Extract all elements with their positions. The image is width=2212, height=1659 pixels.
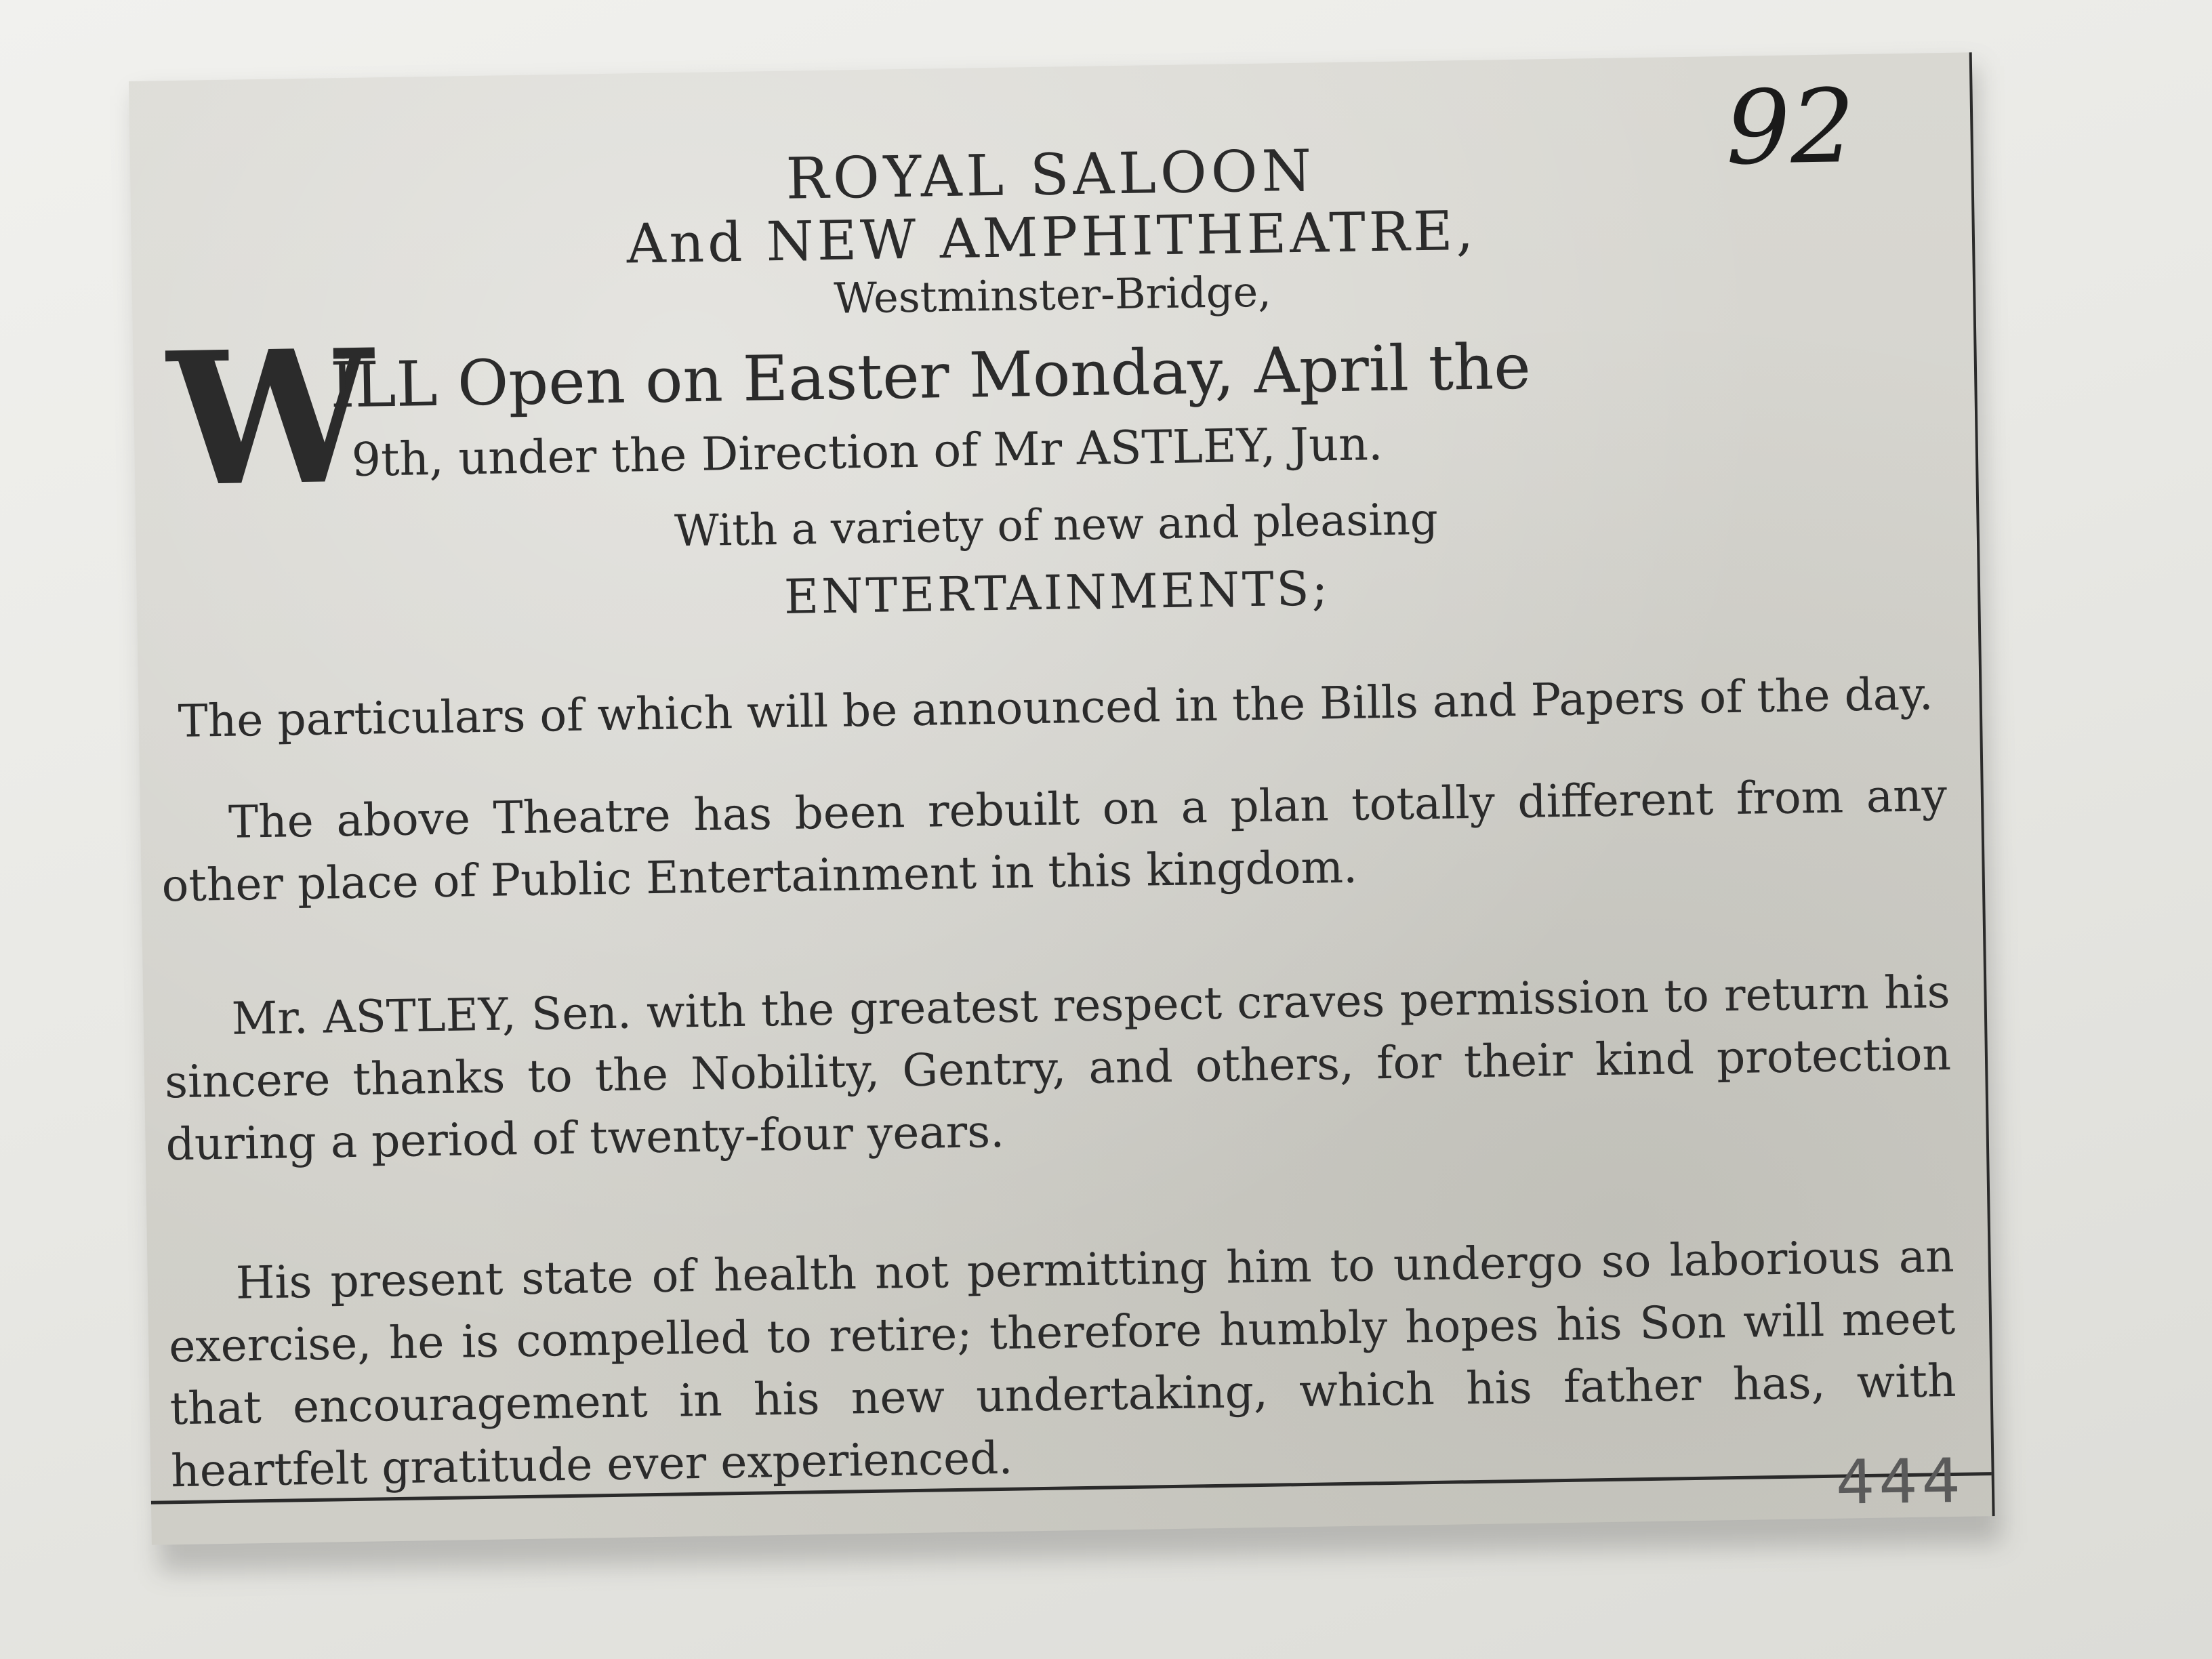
venue-location: Westminster-Bridge, <box>833 266 1272 323</box>
catalogue-stamp-number: 444 <box>1835 1445 1965 1519</box>
drop-cap: W <box>166 308 375 528</box>
handwritten-folio-number: 92 <box>1725 68 1856 188</box>
variety-line: With a variety of new and pleasing <box>674 494 1439 557</box>
opening-line-2: 9th, under the Direction of Mr ASTLEY, Jun. <box>351 417 1383 487</box>
venue-subtitle: And NEW AMPHITHEATRE, <box>626 199 1477 276</box>
particulars-line: The particulars of which will be announced in the Bills and Papers of the day. <box>178 668 1934 747</box>
newspaper-clipping <box>129 52 1995 1544</box>
paragraph-retirement: His present state of health not permitting him to undergo so laborious an exercise, he is compelled to retire; therefore humbly hopes his Son will meet that encouragement in his new undertaking, which his father has, with heartfelt gratitude ever experienced. <box>168 1229 1957 1498</box>
opening-line-1: ILL Open on Easter Monday, April the <box>329 330 1532 422</box>
paragraph-theatre-rebuilt: The above Theatre has been rebuilt on a plan totally different from any other place of Public Entertainment in this kingdom. <box>161 769 1948 912</box>
venue-title: ROYAL SALOON <box>785 137 1316 212</box>
paragraph-thanks: Mr. ASTLEY, Sen. with the greatest respect craves permission to return his sincere thanks to the Nobility, Gentry, and others, for their kind protection during a period of twenty-four years. <box>164 965 1952 1171</box>
entertainments-heading: ENTERTAINMENTS; <box>783 560 1331 625</box>
